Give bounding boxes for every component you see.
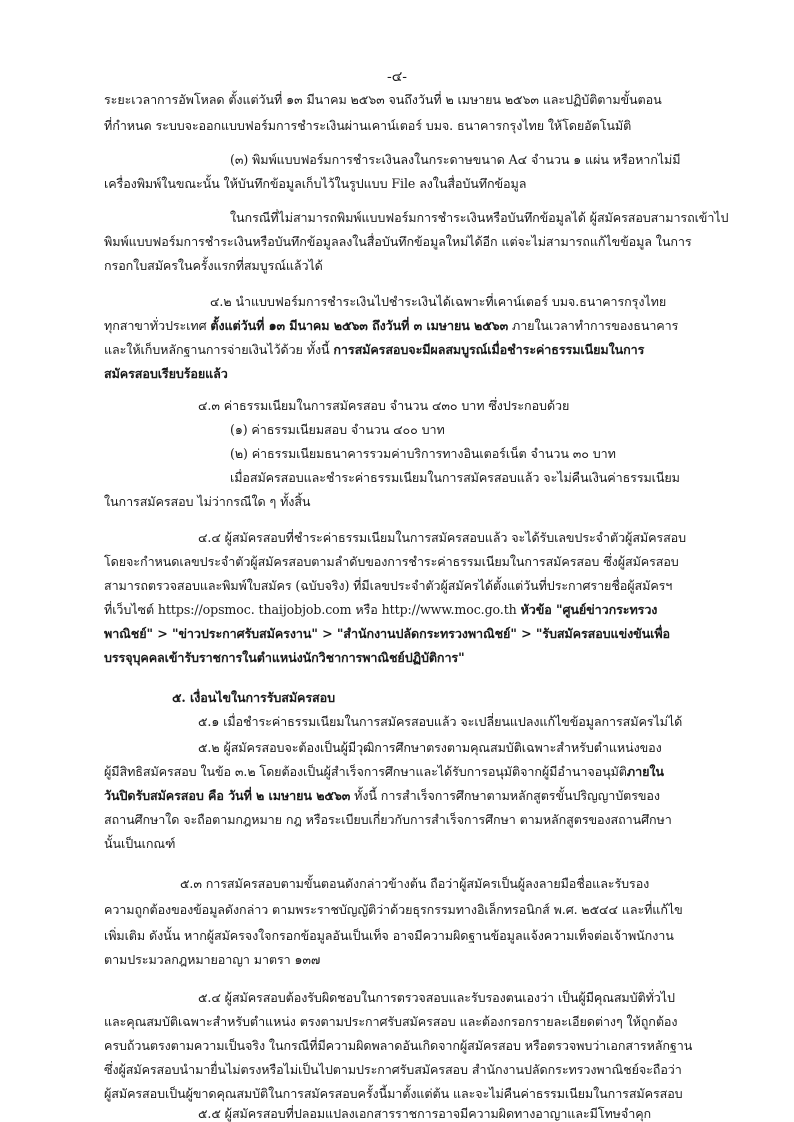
text-run: ที่เว็บไซต์ https://opsmoc. thaijobjob.com หรือ http://www.moc.go.th xyxy=(104,602,517,617)
text-line: (๑) ค่าธรรมเนียมสอบ จำนวน ๔๐๐ บาท xyxy=(230,422,445,437)
text-run: ภายในเวลาทำการของธนาคาร xyxy=(512,318,679,333)
bold-run: วันปิดรับสมัครสอบ คือ วันที่ ๒ เมษายน ๒๕๖๓ xyxy=(104,788,351,803)
text-line: นั้นเป็นเกณฑ์ xyxy=(104,836,176,851)
bold-run: ตั้งแต่วันที่ ๑๓ มีนาคม ๒๕๖๓ ถึงวันที่ ๓ เมษายน ๒๕๖๓ xyxy=(210,318,509,333)
text-line: เพิ่มเติม ดังนั้น หากผู้สมัครจงใจกรอกข้อมูลอันเป็นเท็จ อาจมีความผิดฐานข้อมูลแจ้งความเท็จต่อเจ้าพนักงาน xyxy=(104,928,674,943)
text-line: ในการสมัครสอบ ไม่ว่ากรณีใด ๆ ทั้งสิ้น xyxy=(104,494,311,509)
text-line: (๓) พิมพ์แบบฟอร์มการชำระเงินลงในกระดาษขนาด A๔ จำนวน ๑ แผ่น หรือหากไม่มี xyxy=(230,152,681,167)
text-line: โดยจะกำหนดเลขประจำตัวผู้สมัครสอบตามลำดับของการชำระค่าธรรมเนียมในการสมัครสอบ ซึ่งผู้สมัครสอบ xyxy=(104,554,679,569)
text-line: พิมพ์แบบฟอร์มการชำระเงินหรือบันทึกข้อมูลลงในสื่อบันทึกข้อมูลใหม่ได้อีก แต่จะไม่สามารถแก้ไขข้อมูล ในการ xyxy=(104,234,692,249)
text-line: ๔.๔ ผู้สมัครสอบที่ชำระค่าธรรมเนียมในการสมัครสอบแล้ว จะได้รับเลขประจำตัวผู้สมัครสอบ xyxy=(198,530,687,545)
text-line: ๕.๔ ผู้สมัครสอบต้องรับผิดชอบในการตรวจสอบและรับรองตนเองว่า เป็นผู้มีคุณสมบัติทั่วไป xyxy=(198,990,675,1005)
bold-run: หัวข้อ "ศูนย์ข่าวกระทรวง xyxy=(520,602,658,617)
text-line: ระยะเวลาการอัพโหลด ตั้งแต่วันที่ ๑๓ มีนาคม ๒๕๖๓ จนถึงวันที่ ๒ เมษายน ๒๕๖๓ และปฏิบัติตามขั้นตอน xyxy=(104,92,662,107)
text-line: สมัครสอบเรียบร้อยแล้ว xyxy=(104,366,228,381)
text-line: ตามประมวลกฎหมายอาญา มาตรา ๑๓๗ xyxy=(104,952,321,967)
text-line xyxy=(104,317,678,335)
text-line: ที่กำหนด ระบบจะออกแบบฟอร์มการชำระเงินผ่านเคาน์เตอร์ บมจ. ธนาคารกรุงไทย ให้โดยอัตโนมัติ xyxy=(104,118,632,133)
page-number: -๔- xyxy=(386,69,408,85)
text-line: ๕.๑ เมื่อชำระค่าธรรมเนียมในการสมัครสอบแล้ว จะเปลี่ยนแปลงแก้ไขข้อมูลการสมัครไม่ได้ xyxy=(198,714,683,729)
text-run: ทั้งนี้ การสำเร็จการศึกษาตามหลักสูตรขั้นปริญญาบัตรของ xyxy=(354,788,660,803)
bold-run: ภายใน xyxy=(626,764,664,779)
text-line: บรรจุบุคคลเข้ารับราชการในตำแหน่งนักวิชาการพาณิชย์ปฏิบัติการ" xyxy=(104,650,465,665)
text-line xyxy=(104,787,660,805)
text-line: และคุณสมบัติเฉพาะสำหรับตำแหน่ง ตรงตามประกาศรับสมัครสอบ และต้องกรอกรายละเอียดต่างๆ ให้ถูกต้อง xyxy=(104,1014,678,1029)
text-line xyxy=(104,763,664,781)
text-line xyxy=(104,601,657,619)
text-line: ๕.๓ การสมัครสอบตามขั้นตอนดังกล่าวข้างต้น ถือว่าผู้สมัครเป็นผู้ลงลายมือชื่อและรับรอง xyxy=(180,876,650,891)
section-heading: ๕. เงื่อนไขในการรับสมัครสอบ xyxy=(172,690,335,705)
text-line: ในกรณีที่ไม่สามารถพิมพ์แบบฟอร์มการชำระเงินหรือบันทึกข้อมูลได้ ผู้สมัครสอบสามารถเข้าไป xyxy=(230,210,729,225)
text-run: ทุกสาขาทั่วประเทศ xyxy=(104,318,207,333)
text-line: สามารถตรวจสอบและพิมพ์ใบสมัคร (ฉบับจริง) ที่มีเลขประจำตัวผู้สมัครได้ตั้งแต่วันที่ประกาศรายชื่อผู้สมัครฯ xyxy=(104,578,673,593)
text-line: ผู้สมัครสอบเป็นผู้ขาดคุณสมบัติในการสมัครสอบครั้งนี้มาตั้งแต่ต้น และจะไม่คืนค่าธรรมเนียมในการสมัครสอบ xyxy=(104,1086,683,1101)
text-line: พาณิชย์" > "ข่าวประกาศรับสมัครงาน" > "สำนักงานปลัดกระทรวงพาณิชย์" > "รับสมัครสอบแข่งขันเพื่อ xyxy=(104,626,671,641)
text-line: ครบถ้วนตรงตามความเป็นจริง ในกรณีที่มีความผิดพลาดอันเกิดจากผู้สมัครสอบ หรือตรวจพบว่าเอกสารหลักฐาน xyxy=(104,1038,693,1053)
text-line: เมื่อสมัครสอบและชำระค่าธรรมเนียมในการสมัครสอบแล้ว จะไม่คืนเงินค่าธรรมเนียม xyxy=(230,470,680,485)
text-line: เครื่องพิมพ์ในขณะนั้น ให้บันทึกข้อมูลเก็บไว้ในรูปแบบ File ลงในสื่อบันทึกข้อมูล xyxy=(104,176,527,191)
text-line: ซึ่งผู้สมัครสอบนำมายื่นไม่ตรงหรือไม่เป็นไปตามประกาศรับสมัครสอบ สำนักงานปลัดกระทรวงพาณิชย์จะถือว่า xyxy=(104,1062,682,1077)
text-line: สถานศึกษาใด จะถือตามกฎหมาย กฎ หรือระเบียบเกี่ยวกับการสำเร็จการศึกษา ตามหลักสูตรของสถานศึกษา xyxy=(104,812,672,827)
text-line: ๕.๕ ผู้สมัครสอบที่ปลอมแปลงเอกสารราชการอาจมีความผิดทางอาญาและมีโทษจำคุก xyxy=(198,1106,652,1121)
text-line: ๔.๓ ค่าธรรมเนียมในการสมัครสอบ จำนวน ๔๓๐ บาท ซึ่งประกอบด้วย xyxy=(198,398,570,413)
text-line: ความถูกต้องของข้อมูลดังกล่าว ตามพระราชบัญญัติว่าด้วยธุรกรรมทางอิเล็กทรอนิกส์ พ.ศ. ๒๕๔๔ และที่แก้ไข xyxy=(104,902,683,917)
text-line: กรอกใบสมัครในครั้งแรกที่สมบูรณ์แล้วได้ xyxy=(104,258,323,273)
text-line xyxy=(104,341,644,359)
text-line: ๔.๒ นำแบบฟอร์มการชำระเงินไปชำระเงินได้เฉพาะที่เคาน์เตอร์ บมจ.ธนาคารกรุงไทย xyxy=(210,294,667,309)
text-line: ๕.๒ ผู้สมัครสอบจะต้องเป็นผู้มีวุฒิการศึกษาตรงตามคุณสมบัติเฉพาะสำหรับตำแหน่งของ xyxy=(198,740,662,755)
text-run: ผู้มีสิทธิสมัครสอบ ในข้อ ๓.๒ โดยต้องเป็นผู้สำเร็จการศึกษาและได้รับการอนุมัติจากผู้มีอำนาจอนุมัติ xyxy=(104,764,627,779)
text-line: (๒) ค่าธรรมเนียมธนาคารรวมค่าบริการทางอินเตอร์เน็ต จำนวน ๓๐ บาท xyxy=(230,446,616,461)
text-run: และให้เก็บหลักฐานการจ่ายเงินไว้ด้วย ทั้งนี้ xyxy=(104,342,330,357)
bold-run: การสมัครสอบจะมีผลสมบูรณ์เมื่อชำระค่าธรรมเนียมในการ xyxy=(333,342,645,357)
